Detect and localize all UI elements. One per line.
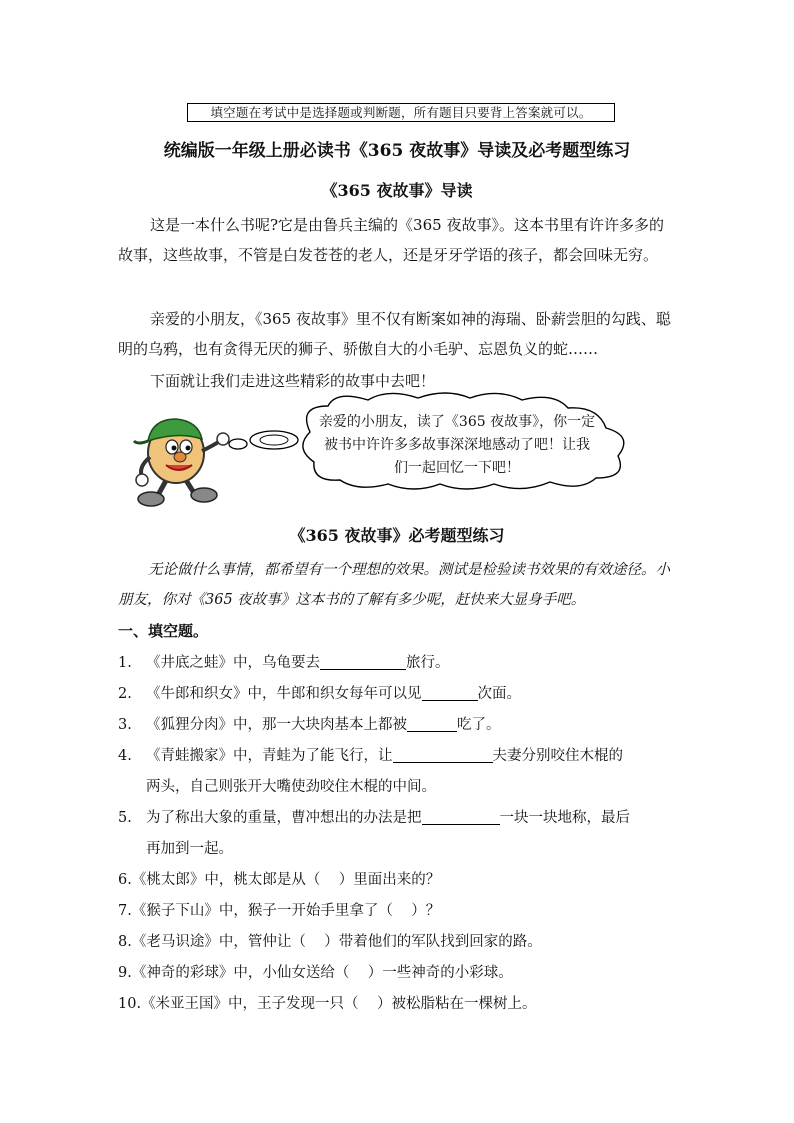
section-fill-in-blank: 一、填空题。 xyxy=(118,622,209,640)
question-5: 5. 为了称出大象的重量，曹冲想出的办法是把 一块一块地称，最后 再加到一起。 xyxy=(118,803,688,865)
question-6: 6.《桃太郎》中，桃太郎是从（ ）里面出来的？ xyxy=(118,872,441,888)
question-10: 10.《米亚王国》中，王子发现一只（ ）被松脂粘在一棵树上。 xyxy=(118,996,537,1012)
answer-space[interactable] xyxy=(359,996,377,1012)
answer-blank[interactable] xyxy=(407,713,457,732)
guide-paragraph-3: 下面就让我们走进这些精彩的故事中去吧！ xyxy=(150,372,436,390)
answer-blank[interactable] xyxy=(422,806,500,825)
answer-blank[interactable] xyxy=(422,682,478,701)
answer-space[interactable] xyxy=(349,965,367,981)
document-title: 统编版一年级上册必读书《365 夜故事》导读及必考题型练习 xyxy=(163,141,631,161)
question-8: 8.《老马识途》中，管仲让（ ）带着他们的军队找到回家的路。 xyxy=(118,934,542,950)
guide-paragraph-1: 这是一本什么书呢?它是由鲁兵主编的《365 夜故事》。这本书里有许许多多的故事，这些故事，不管是白发苍苍的老人，还是牙牙学语的孩子，都会回味无穷。 xyxy=(118,216,664,264)
question-4: 4. 《青蛙搬家》中，青蛙为了能飞行，让 夫妻分别咬住木棍的 两头，自己则张开大嘴使劲咬住木棍的中间。 xyxy=(118,741,688,803)
answer-space[interactable] xyxy=(320,872,338,888)
practice-heading: 《365 夜故事》必考题型练习 xyxy=(289,526,505,545)
answer-blank[interactable] xyxy=(320,651,406,670)
question-7: 7.《猴子下山》中，猴子一开始手里拿了（ ）？ xyxy=(118,903,441,919)
question-2: 2. 《牛郎和织女》中，牛郎和织女每年可以见 次面。 xyxy=(118,679,688,710)
answer-space[interactable] xyxy=(393,903,411,919)
question-9: 9.《神奇的彩球》中，小仙女送给（ ）一些神奇的小彩球。 xyxy=(118,965,513,981)
guide-heading: 《365 夜故事》导读 xyxy=(321,181,473,200)
question-3: 3. 《狐狸分肉》中，那一大块肉基本上都被 吃了。 xyxy=(118,710,688,741)
exam-notice-box: 填空题在考试中是选择题或判断题，所有题目只要背上答案就可以。 xyxy=(187,103,615,122)
question-1: 1. 《井底之蛙》中，乌龟要去 旅行。 xyxy=(118,648,688,679)
answer-blank[interactable] xyxy=(393,744,493,763)
practice-intro: 无论做什么事情，都希望有一个理想的效果。测试是检验读书效果的有效途径。小朋友，你对《365 夜故事》这本书的了解有多少呢，赶快来大显身手吧。 xyxy=(118,562,670,608)
guide-paragraph-2: 亲爱的小朋友，《365 夜故事》里不仅有断案如神的海瑞、卧薪尝胆的勾践、聪明的乌鸦，也有贪得无厌的狮子、骄傲自大的小毛驴、忘恩负义的蛇…… xyxy=(118,310,671,358)
bubble-text: 亲爱的小朋友，读了《365 夜故事》，你一定被书中许许多多故事深深地感动了吧！让我们一起回忆一下吧！ xyxy=(318,414,596,476)
answer-space[interactable] xyxy=(306,934,324,950)
